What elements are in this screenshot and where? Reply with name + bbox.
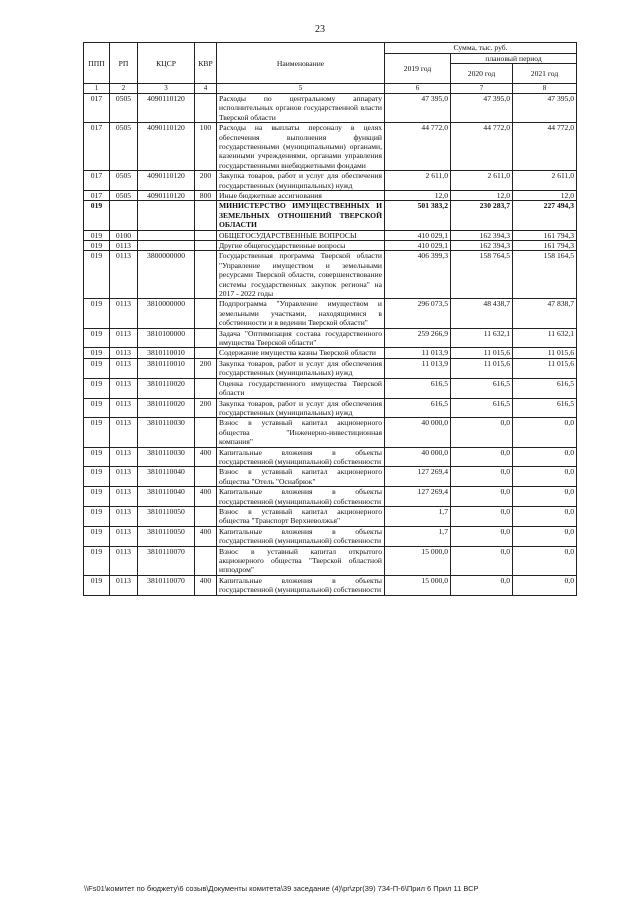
table-row [84,190,577,200]
cell-y2020: 616,5 [451,398,513,418]
table-row [84,378,577,398]
cell-kvr [195,241,217,251]
cell-y2021: 44 772,0 [513,123,577,171]
cell-kvr: 400 [195,575,217,595]
cell-y2020: 0,0 [451,526,513,546]
col-number: 4 [195,84,217,94]
cell-y2019: 1,7 [385,506,451,526]
cell-kcsr: 3810110050 [138,526,195,546]
cell-kcsr: 3810110010 [138,358,195,378]
cell-y2021: 47 395,0 [513,93,577,122]
cell-name: Государственная программа Тверской области "Управление имуществом и земельными ресурсами Тверской области, совершенствование системы государственных закупок региона" на 2017 - 2022 годы [217,251,385,299]
cell-y2021: 0,0 [513,506,577,526]
cell-y2019: 410 029,1 [385,230,451,240]
cell-ppp: 019 [84,506,110,526]
cell-rp: 0113 [110,575,138,595]
cell-ppp: 019 [84,546,110,575]
cell-rp: 0505 [110,93,138,122]
cell-y2019: 1,7 [385,526,451,546]
cell-kvr [195,201,217,230]
cell-y2020: 0,0 [451,506,513,526]
table-row [84,241,577,251]
cell-y2019: 616,5 [385,398,451,418]
header-year-2021: 2021 год [513,64,577,84]
cell-name: Взнос в уставный капитал открытого акционерного общества "Тверской областной ипподром" [217,546,385,575]
cell-ppp: 019 [84,358,110,378]
cell-kcsr: 4090110120 [138,123,195,171]
col-number: 1 [84,84,110,94]
table-row [84,418,577,447]
cell-kvr [195,418,217,447]
cell-name: Закупка товаров, работ и услуг для обеспечения государственных (муниципальных) нужд [217,171,385,191]
cell-kvr: 400 [195,447,217,467]
cell-y2019: 616,5 [385,378,451,398]
cell-rp: 0113 [110,467,138,487]
cell-kvr: 800 [195,190,217,200]
cell-y2019: 44 772,0 [385,123,451,171]
col-number: 5 [217,84,385,94]
cell-kcsr: 4090110120 [138,171,195,191]
cell-y2019: 410 029,1 [385,241,451,251]
table-row [84,487,577,507]
cell-y2020: 230 283,7 [451,201,513,230]
cell-kvr [195,546,217,575]
cell-name: ОБЩЕГОСУДАРСТВЕННЫЕ ВОПРОСЫ [217,230,385,240]
cell-kcsr: 3810110020 [138,378,195,398]
table-row [84,506,577,526]
cell-kcsr: 3810110070 [138,575,195,595]
cell-name: Закупка товаров, работ и услуг для обеспечения государственных (муниципальных) нужд [217,358,385,378]
cell-kvr: 400 [195,487,217,507]
cell-name: Закупка товаров, работ и услуг для обеспечения государственных (муниципальных) нужд [217,398,385,418]
cell-y2020: 0,0 [451,418,513,447]
cell-y2021: 0,0 [513,418,577,447]
cell-name: Взнос в уставный капитал акционерного общества "Транспорт Верхневолжья" [217,506,385,526]
cell-rp: 0505 [110,171,138,191]
cell-y2019: 11 013,9 [385,358,451,378]
cell-name: Подпрограмма "Управление имуществом и земельными участками, находящимися в собственности и в ведении Тверской области" [217,299,385,328]
cell-ppp: 019 [84,575,110,595]
header-ppp: ППП [84,43,110,84]
cell-y2020: 11 632,1 [451,328,513,348]
cell-y2020: 162 394,3 [451,241,513,251]
cell-y2020: 0,0 [451,447,513,467]
cell-name: МИНИСТЕРСТВО ИМУЩЕСТВЕННЫХ И ЗЕМЕЛЬНЫХ ОТНОШЕНИЙ ТВЕРСКОЙ ОБЛАСТИ [217,201,385,230]
cell-ppp: 019 [84,467,110,487]
cell-y2020: 44 772,0 [451,123,513,171]
cell-rp: 0505 [110,123,138,171]
cell-ppp: 019 [84,251,110,299]
cell-y2020: 12,0 [451,190,513,200]
cell-kcsr: 3810110050 [138,506,195,526]
cell-kcsr: 3810110030 [138,447,195,467]
cell-rp: 0113 [110,487,138,507]
cell-ppp: 019 [84,378,110,398]
cell-name: Взнос в уставный капитал акционерного общества "Инженерно-инвестиционная компания" [217,418,385,447]
table-row [84,123,577,171]
header-name: Наименование [217,43,385,84]
cell-kcsr: 3800000000 [138,251,195,299]
cell-ppp: 019 [84,201,110,230]
col-number: 7 [451,84,513,94]
cell-y2019: 12,0 [385,190,451,200]
table-row [84,447,577,467]
cell-name: Оценка государственного имущества Тверской области [217,378,385,398]
col-number: 3 [138,84,195,94]
cell-kvr [195,506,217,526]
cell-ppp: 019 [84,241,110,251]
cell-rp: 0113 [110,241,138,251]
header-year-2019: 2019 год [385,54,451,84]
cell-rp: 0113 [110,526,138,546]
cell-y2021: 158 164,5 [513,251,577,299]
cell-kcsr: 4090110120 [138,190,195,200]
cell-y2021: 161 794,3 [513,230,577,240]
cell-kcsr [138,241,195,251]
cell-rp [110,201,138,230]
cell-ppp: 017 [84,190,110,200]
cell-name: Капитальные вложения в объекты государственной (муниципальной) собственности [217,526,385,546]
cell-ppp: 019 [84,487,110,507]
cell-kcsr: 3810110010 [138,348,195,358]
cell-y2020: 11 015,6 [451,358,513,378]
cell-y2019: 11 013,9 [385,348,451,358]
cell-y2019: 127 269,4 [385,487,451,507]
cell-y2021: 11 632,1 [513,328,577,348]
table-row [84,93,577,122]
table-row [84,398,577,418]
cell-kcsr [138,230,195,240]
cell-kvr: 200 [195,171,217,191]
col-number: 2 [110,84,138,94]
cell-y2020: 0,0 [451,546,513,575]
header-kcsr: КЦСР [138,43,195,84]
cell-y2020: 47 395,0 [451,93,513,122]
table-row [84,467,577,487]
cell-rp: 0113 [110,447,138,467]
cell-kvr [195,93,217,122]
cell-y2020: 0,0 [451,467,513,487]
cell-kvr [195,251,217,299]
table-row [84,358,577,378]
cell-name: Иные бюджетные ассигнования [217,190,385,200]
cell-y2019: 127 269,4 [385,467,451,487]
cell-y2020: 48 438,7 [451,299,513,328]
cell-kcsr [138,201,195,230]
header-planned-period: плановый период [451,54,577,64]
cell-rp: 0113 [110,328,138,348]
cell-name: Содержание имущества казны Тверской области [217,348,385,358]
cell-ppp: 017 [84,123,110,171]
cell-y2021: 0,0 [513,575,577,595]
cell-y2021: 616,5 [513,398,577,418]
cell-y2020: 0,0 [451,575,513,595]
cell-ppp: 019 [84,348,110,358]
cell-y2019: 40 000,0 [385,447,451,467]
cell-y2019: 296 073,5 [385,299,451,328]
table-row [84,575,577,595]
cell-ppp: 019 [84,328,110,348]
cell-rp: 0113 [110,378,138,398]
cell-y2021: 0,0 [513,447,577,467]
cell-name: Расходы по центральному аппарату исполнительных органов государственной власти Тверской области [217,93,385,122]
table-row [84,348,577,358]
cell-name: Капитальные вложения в объекты государственной (муниципальной) собственности [217,575,385,595]
cell-rp: 0113 [110,358,138,378]
cell-kvr: 200 [195,398,217,418]
cell-y2021: 161 794,3 [513,241,577,251]
cell-rp: 0100 [110,230,138,240]
cell-kvr [195,378,217,398]
table-row [84,546,577,575]
cell-y2019: 406 399,3 [385,251,451,299]
cell-ppp: 019 [84,299,110,328]
cell-name: Другие общегосударственные вопросы [217,241,385,251]
cell-y2020: 11 015,6 [451,348,513,358]
table-row [84,201,577,230]
cell-rp: 0113 [110,506,138,526]
cell-ppp: 017 [84,93,110,122]
cell-y2021: 47 838,7 [513,299,577,328]
cell-y2021: 0,0 [513,526,577,546]
cell-kcsr: 3810000000 [138,299,195,328]
budget-table [83,42,577,596]
cell-ppp: 019 [84,447,110,467]
table-row [84,171,577,191]
cell-kcsr: 4090110120 [138,93,195,122]
col-number: 6 [385,84,451,94]
cell-y2021: 2 611,0 [513,171,577,191]
cell-kcsr: 3810110070 [138,546,195,575]
cell-kcsr: 3810100000 [138,328,195,348]
cell-ppp: 019 [84,526,110,546]
table-body [84,93,577,595]
table-row [84,251,577,299]
page-number: 23 [315,24,325,35]
table-row [84,230,577,240]
cell-y2020: 0,0 [451,487,513,507]
col-number: 8 [513,84,577,94]
cell-y2021: 0,0 [513,467,577,487]
cell-kvr: 400 [195,526,217,546]
table-row [84,299,577,328]
cell-kvr [195,299,217,328]
cell-y2021: 11 015,6 [513,358,577,378]
cell-y2021: 0,0 [513,546,577,575]
cell-kcsr: 3810110040 [138,467,195,487]
cell-y2020: 162 394,3 [451,230,513,240]
table-row [84,328,577,348]
cell-kvr [195,230,217,240]
cell-name: Расходы на выплаты персоналу в целях обеспечения выполнения функций государственными (муниципальными) органами, казенными учреждениями, органами управления государственными внебюджетными фондами [217,123,385,171]
header-rp: РП [110,43,138,84]
cell-y2021: 616,5 [513,378,577,398]
cell-kcsr: 3810110030 [138,418,195,447]
cell-y2019: 40 000,0 [385,418,451,447]
header-year-2020: 2020 год [451,64,513,84]
cell-ppp: 019 [84,230,110,240]
cell-kvr: 200 [195,358,217,378]
cell-y2020: 616,5 [451,378,513,398]
cell-y2020: 2 611,0 [451,171,513,191]
cell-y2019: 259 266,9 [385,328,451,348]
cell-kvr [195,348,217,358]
cell-ppp: 019 [84,398,110,418]
cell-rp: 0113 [110,348,138,358]
header-sum: Сумма, тыс. руб. [385,43,577,54]
cell-name: Взнос в уставный капитал акционерного общества "Отель "Оснабрюк" [217,467,385,487]
cell-kvr [195,467,217,487]
header-kvr: КВР [195,43,217,84]
cell-rp: 0113 [110,251,138,299]
cell-rp: 0113 [110,398,138,418]
cell-ppp: 017 [84,171,110,191]
cell-y2020: 158 764,5 [451,251,513,299]
cell-y2021: 12,0 [513,190,577,200]
cell-y2019: 15 000,0 [385,575,451,595]
cell-name: Задача "Оптимизация состава государственного имущества Тверской области" [217,328,385,348]
cell-y2021: 11 015,6 [513,348,577,358]
cell-kvr [195,328,217,348]
cell-ppp: 019 [84,418,110,447]
cell-rp: 0113 [110,546,138,575]
cell-y2021: 227 494,3 [513,201,577,230]
cell-kvr: 100 [195,123,217,171]
cell-y2021: 0,0 [513,487,577,507]
footer-path: \\Fs01\комитет по бюджету\6 созыв\Документы комитета\39 заседание (4)\pr\zpr(39) 734-П-6\Прил 6 Прил 11 ВСР [84,884,479,893]
cell-kcsr: 3810110040 [138,487,195,507]
cell-kcsr: 3810110020 [138,398,195,418]
cell-y2019: 2 611,0 [385,171,451,191]
cell-rp: 0113 [110,418,138,447]
cell-y2019: 47 395,0 [385,93,451,122]
cell-rp: 0113 [110,299,138,328]
cell-y2019: 15 000,0 [385,546,451,575]
table-row [84,526,577,546]
cell-y2019: 501 383,2 [385,201,451,230]
cell-name: Капитальные вложения в объекты государственной (муниципальной) собственности [217,447,385,467]
cell-name: Капитальные вложения в объекты государственной (муниципальной) собственности [217,487,385,507]
cell-rp: 0505 [110,190,138,200]
